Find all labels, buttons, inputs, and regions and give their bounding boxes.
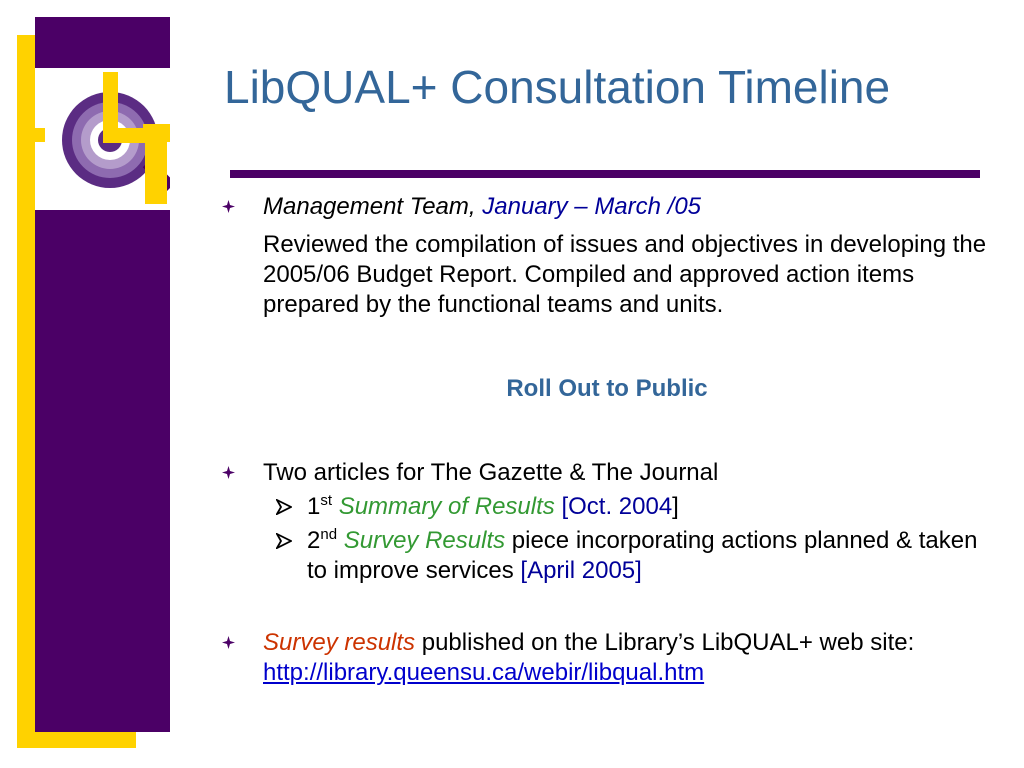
article-date: [April 2005] bbox=[520, 557, 642, 584]
survey-results-label: Survey results bbox=[263, 629, 416, 656]
page-title: LibQUAL+ Consultation Timeline bbox=[224, 61, 891, 113]
libqual-web-link[interactable]: http://library.queensu.ca/webir/libqual.htm bbox=[263, 659, 705, 686]
list-item bbox=[222, 192, 992, 222]
diamond-bullet-icon bbox=[222, 636, 235, 649]
management-team-description: Reviewed the compilation of issues and objectives in developing the 2005/06 Budget Report. Compiled and approved action items prepared by the functional teams and units. bbox=[263, 231, 987, 318]
ordinal-suffix: nd bbox=[320, 526, 338, 543]
ordinal-number: 1 bbox=[307, 493, 321, 520]
list-item bbox=[222, 628, 992, 688]
libqual-logo-icon bbox=[35, 68, 170, 210]
sub-list-item: 1st Summary of Results [Oct. 2004] bbox=[222, 492, 992, 522]
arrow-bullet-icon bbox=[276, 533, 292, 549]
diamond-bullet-icon bbox=[222, 466, 235, 479]
survey-results-text: published on the Library’s LibQUAL+ web site: bbox=[415, 629, 915, 656]
title-divider bbox=[230, 170, 980, 178]
articles-text: Two articles for The Gazette & The Journal bbox=[263, 459, 719, 486]
logo bbox=[35, 68, 170, 210]
article-date: [Oct. 2004 bbox=[561, 493, 673, 520]
article-description: piece incorporating actions planned & taken to improve services bbox=[307, 527, 978, 584]
management-team-date: January – March /05 bbox=[482, 193, 702, 220]
slide-content bbox=[222, 192, 992, 688]
ordinal-suffix: st bbox=[320, 492, 333, 509]
management-team-label: Management Team, bbox=[263, 193, 476, 220]
article-title: Summary of Results bbox=[338, 493, 555, 520]
article-title: Survey Results bbox=[343, 527, 506, 554]
ordinal-number: 2 bbox=[307, 527, 321, 554]
sub-list-item bbox=[222, 526, 992, 586]
diamond-bullet-icon bbox=[222, 200, 235, 213]
arrow-bullet-icon bbox=[276, 499, 292, 515]
section-heading: Roll Out to Public bbox=[506, 375, 708, 402]
list-item bbox=[222, 458, 992, 488]
